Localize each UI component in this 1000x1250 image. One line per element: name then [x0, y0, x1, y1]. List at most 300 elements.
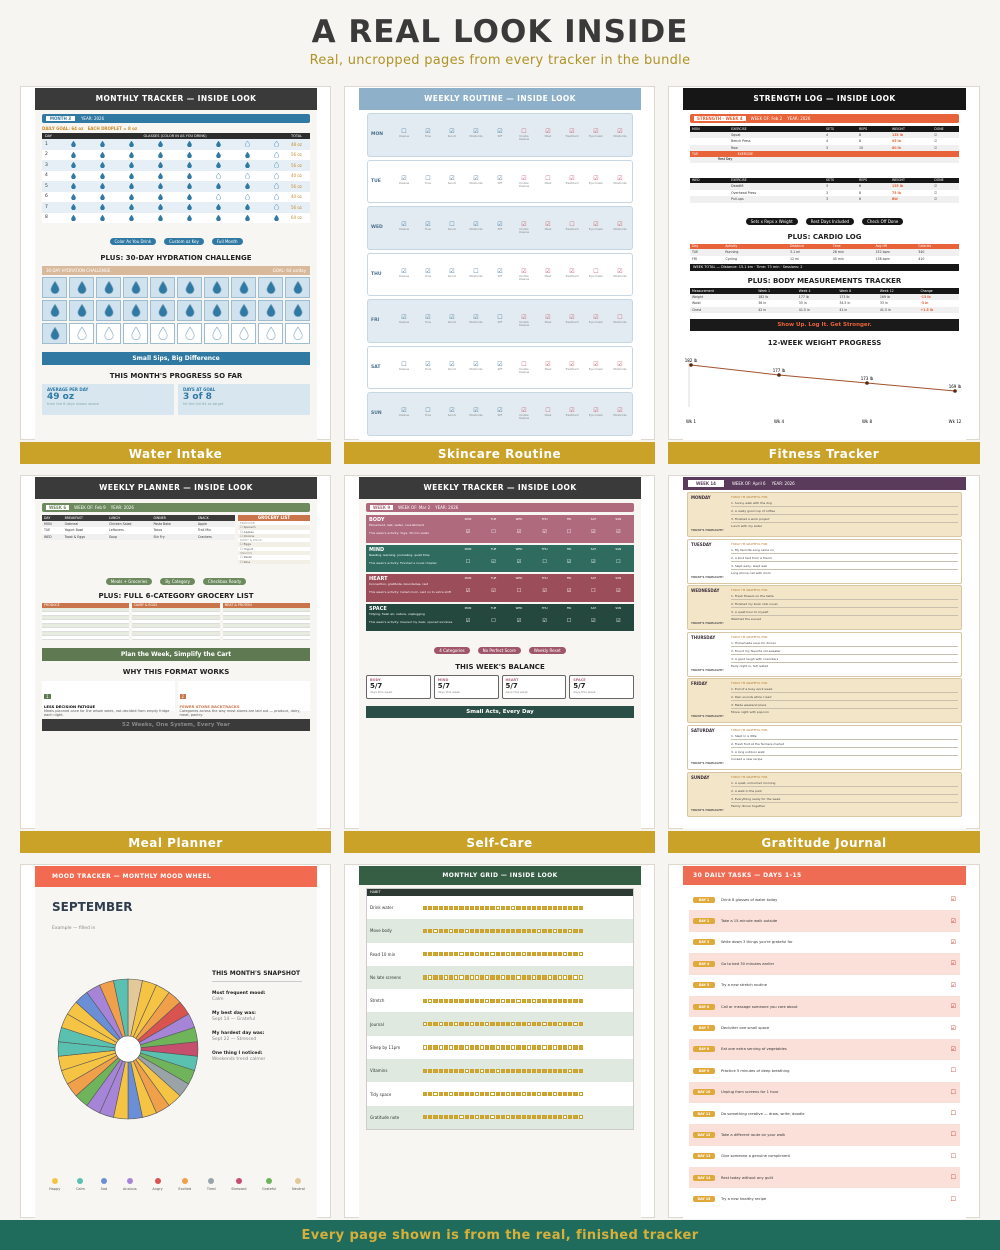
label-water: Water Intake	[20, 442, 331, 464]
gratitude-item: 1. My favorite song came on	[731, 546, 958, 554]
grid-row	[367, 896, 633, 919]
gratitude-item: 3. Made weekend plans	[731, 701, 958, 709]
skincare-step	[538, 268, 558, 281]
check-icon: ☐	[521, 360, 527, 368]
challenge-day	[258, 300, 283, 321]
skincare-step-label: SPF	[497, 274, 503, 278]
water-row-glasses	[59, 194, 291, 200]
week-tick: Wk 8	[861, 419, 873, 424]
card-gratitude	[668, 475, 980, 829]
gratitude-day	[687, 492, 962, 537]
skincare-step-label: Serum	[447, 321, 457, 325]
challenge-day	[123, 323, 148, 344]
table-cell: 6	[859, 184, 862, 189]
table-cell: ☑	[934, 197, 938, 202]
grid-cell	[444, 906, 448, 910]
grid-cell	[511, 975, 515, 979]
grid-cell	[475, 1045, 479, 1049]
page-subtitle: Real, uncropped pages from every tracker in the bundle	[309, 53, 691, 68]
check-icon: ☐	[566, 529, 572, 535]
gratitude-week: WEEK 14	[688, 480, 724, 487]
droplet-icon	[100, 152, 105, 158]
table-head-cell: Time	[832, 244, 841, 249]
selfcare-section	[366, 604, 634, 632]
gratitude-item: 2. A walk in the park	[731, 787, 958, 795]
droplet-icon	[131, 327, 141, 340]
table-row	[690, 256, 959, 263]
gratitude-item: 1. Sunny walk with the dog	[731, 499, 958, 507]
table-head	[690, 178, 959, 184]
grid-cell	[548, 999, 552, 1003]
table-head-cell: REPS	[859, 126, 868, 131]
grocery-category	[42, 603, 129, 640]
grid-cell	[496, 1045, 500, 1049]
table-head-cell: Week 1	[758, 288, 771, 293]
task-day: DAY 7	[693, 1025, 715, 1031]
selfcare-day-label: MON	[464, 576, 472, 580]
droplet-icon	[71, 173, 76, 179]
gratitude-day	[687, 772, 962, 817]
mood-legend-dot	[127, 1178, 133, 1184]
skincare-day	[367, 299, 633, 343]
grid-cell	[511, 952, 515, 956]
meal-page	[35, 477, 317, 829]
grid-cell	[511, 1069, 515, 1073]
table-head-cell: Week 12	[879, 288, 894, 293]
mood-legend-label: Grateful	[262, 1187, 277, 1191]
grid-cell	[428, 1045, 432, 1049]
selfcare-day-label: TUE	[490, 605, 497, 610]
grid-cell	[506, 975, 510, 979]
grid-cell	[506, 929, 510, 933]
check-icon: ☐	[401, 128, 407, 136]
grocery-line	[223, 636, 310, 640]
selfcare-day	[591, 517, 596, 541]
table-cell: 6	[859, 197, 862, 202]
check-icon: ☑	[617, 407, 623, 415]
skincare-step-label: SPF	[497, 228, 503, 232]
grid-cell	[522, 1092, 526, 1096]
grocery-item: ☐ Apples	[238, 530, 310, 534]
table-head-cell: Week 8	[839, 288, 852, 293]
challenge-day	[69, 277, 94, 298]
selfcare-day	[465, 606, 472, 630]
grid-cell	[542, 906, 546, 910]
fitness-week-tag: STRENGTH - WEEK 4	[694, 116, 746, 121]
grid-row	[367, 1059, 633, 1082]
skincare-step	[490, 128, 510, 141]
table-cell: Chicken Salad	[109, 521, 132, 526]
challenge-day	[42, 277, 67, 298]
weight-point	[689, 363, 693, 367]
fitness-year: YEAR: 2026	[787, 116, 811, 121]
grid-habit-name: Move body	[370, 928, 392, 934]
challenge-day	[204, 300, 229, 321]
skincare-step	[418, 407, 438, 420]
grid-cell	[553, 906, 557, 910]
skincare-step-label: Treatment	[565, 135, 579, 139]
grid-habit-name: Gratitude note	[370, 1114, 400, 1120]
table-cell: Tacos	[153, 528, 163, 533]
table-cell: 138 bpm	[875, 256, 890, 261]
table-head-cell: SNACK	[197, 515, 209, 520]
grid-cell	[506, 999, 510, 1003]
water-col-total: TOTAL	[291, 134, 303, 138]
droplet-icon	[274, 194, 279, 200]
droplet-icon	[158, 162, 163, 168]
mood-legend-item	[292, 1178, 305, 1191]
water-row-glasses	[59, 204, 291, 210]
check-icon: ☑	[473, 314, 479, 322]
table-cell: TUE	[44, 528, 51, 533]
skincare-step	[514, 361, 534, 374]
droplet-icon	[245, 183, 250, 189]
water-row-glasses	[59, 141, 291, 147]
gratitude-highlight-label: TODAY'S HIGHLIGHT:	[691, 667, 724, 672]
skincare-steps	[392, 268, 632, 281]
check-icon: ☑	[449, 128, 455, 136]
check-icon: ☑	[950, 1045, 956, 1053]
task-text: Take a different route on your walk	[721, 1132, 786, 1137]
skincare-step	[610, 221, 630, 234]
skincare-step-label: Cleanse	[398, 321, 410, 325]
check-icon: ☐	[425, 174, 431, 182]
skincare-step-label: SPF	[497, 135, 503, 139]
skincare-steps	[392, 361, 632, 374]
grid-cell	[527, 929, 531, 933]
gratitude-day-name: FRIDAY	[691, 681, 708, 687]
grid-cell	[496, 999, 500, 1003]
grid-row	[367, 989, 633, 1012]
meal-table	[42, 515, 235, 564]
challenge-day	[231, 277, 256, 298]
check-icon: ☑	[491, 558, 496, 565]
label-selfcare: Self-Care	[344, 831, 655, 853]
mood-legend-dot	[236, 1178, 242, 1184]
meal-week-of: WEEK OF: Feb 9	[74, 505, 106, 510]
task-day: DAY 1	[693, 897, 715, 903]
check-icon: ☑	[491, 588, 496, 594]
water-row-glasses	[59, 162, 291, 168]
grid-cell	[527, 1045, 531, 1049]
task-row	[689, 1188, 960, 1209]
grid-cell	[506, 1045, 510, 1049]
grid-cell	[568, 929, 572, 933]
table-cell: 8	[859, 139, 862, 144]
mood-legend-item	[49, 1178, 60, 1191]
grid-cell	[490, 906, 494, 910]
droplet-icon	[185, 281, 195, 294]
grid-cell	[449, 1022, 453, 1026]
check-icon: ☑	[542, 529, 547, 535]
droplet-icon	[216, 141, 221, 147]
skincare-step	[466, 221, 486, 234]
grid-cell	[506, 1092, 510, 1096]
check-icon: ☑	[473, 407, 479, 415]
skincare-day	[367, 206, 633, 250]
grid-cell	[563, 1069, 567, 1073]
selfcare-section-days	[455, 547, 631, 571]
selfcare-section-note: This week's activity: Finished a novel chapter	[369, 560, 437, 565]
selfcare-day-label: THU	[541, 517, 548, 521]
weight-point	[865, 381, 869, 385]
skincare-step-label: Treatment	[565, 321, 579, 325]
grid-cell	[490, 1069, 494, 1073]
task-text: Drink 8 glasses of water today	[721, 897, 778, 902]
droplet-icon	[216, 162, 221, 168]
water-row-total: 64 oz	[291, 215, 302, 221]
skincare-step	[466, 314, 486, 327]
check-icon: ☑	[473, 360, 479, 368]
skincare-steps	[392, 314, 632, 327]
mood-legend-item	[207, 1178, 216, 1191]
fitness-tue-row	[690, 151, 959, 157]
grid-cell	[444, 1045, 448, 1049]
skincare-step-label: Eye Cream	[588, 321, 604, 325]
check-icon: ☑	[569, 128, 575, 136]
selfcare-section-title: SPACE	[369, 605, 387, 612]
table-head-cell: SETS	[826, 126, 835, 131]
selfcare-section-title: HEART	[369, 576, 388, 582]
grid-cell	[475, 952, 479, 956]
table-cell: ☑	[934, 139, 938, 144]
grid-cell	[532, 1045, 536, 1049]
skincare-step-label: Double Cleanse	[518, 135, 530, 142]
grid-cell	[501, 1069, 505, 1073]
grid-cell	[516, 906, 520, 910]
grid-cell	[439, 929, 443, 933]
grid-cell	[558, 929, 562, 933]
grid-cell	[532, 1069, 536, 1073]
fitness-chart-title: 12-WEEK WEIGHT PROGRESS	[767, 339, 882, 347]
skincare-step	[610, 361, 630, 374]
grid-cell	[423, 999, 427, 1003]
grid-cell	[568, 1092, 572, 1096]
grid-cell	[433, 999, 437, 1003]
skincare-step	[394, 221, 414, 234]
table-head-cell: WEIGHT	[891, 126, 905, 131]
tasks-header: 30 DAILY TASKS — DAYS 1-15	[683, 866, 966, 885]
mood-snapshot-key: My best day was:	[212, 1011, 256, 1016]
grid-cell	[485, 1115, 489, 1119]
grid-cell	[501, 1045, 505, 1049]
gratitude-item: 3. Everything ready for the week	[731, 795, 958, 803]
grid-cell	[465, 1092, 469, 1096]
droplet-icon	[158, 173, 163, 179]
grid-cell	[501, 999, 505, 1003]
grid-cell	[553, 1069, 557, 1073]
challenge-day	[69, 300, 94, 321]
check-icon: ☐	[950, 1110, 956, 1118]
grid-cell	[516, 952, 520, 956]
grid-cell	[573, 1092, 577, 1096]
grid-cells	[423, 1069, 633, 1073]
droplet-icon	[216, 194, 221, 200]
table-cell: 182 lb	[758, 294, 769, 299]
skincare-step-label: Mask	[544, 181, 552, 185]
water-row-glasses	[59, 183, 291, 189]
skincare-step	[586, 128, 606, 141]
droplet-icon	[266, 304, 276, 317]
grocery-item: SNACKS	[238, 551, 310, 555]
skincare-step	[538, 361, 558, 374]
grid-cell	[496, 1069, 500, 1073]
skincare-steps	[392, 221, 632, 234]
water-row-day: 4	[45, 173, 48, 179]
skincare-step-label: Cleanse	[398, 274, 410, 278]
grid-cell	[480, 929, 484, 933]
meal-banner: Plan the Week, Simplify the Cart	[42, 648, 310, 661]
skincare-step	[442, 221, 462, 234]
table-cell: 3	[826, 197, 829, 202]
grocery-line	[132, 636, 219, 640]
grid-cell	[532, 1022, 536, 1026]
selfcare-section-sub: Movement, rest, water, nourishment	[369, 523, 424, 527]
selfcare-score-note: days this week	[505, 690, 528, 694]
task-day: DAY 2	[693, 918, 715, 924]
table-head-cell: DAY	[44, 515, 51, 520]
fitness-pill: Check Off Done	[862, 218, 903, 225]
selfcare-day-label: SAT	[590, 517, 596, 521]
droplet-icon	[293, 304, 303, 317]
mood-legend-dot	[155, 1178, 161, 1184]
grid-cell	[537, 906, 541, 910]
check-icon: ☑	[425, 221, 431, 229]
grid-cell	[423, 1045, 427, 1049]
water-month-bar	[42, 114, 310, 123]
table-cell: Row	[731, 145, 738, 150]
table-cell: Waist	[692, 301, 701, 306]
gratitude-item: 2. Finished my book club novel	[731, 600, 958, 608]
grid-cell	[444, 1022, 448, 1026]
check-icon: ☑	[593, 360, 599, 368]
grid-cell	[548, 1069, 552, 1073]
task-day: DAY 13	[693, 1153, 715, 1159]
grid-cell	[459, 906, 463, 910]
grocery-item: ☐ Spinach	[238, 525, 310, 529]
page-title: A REAL LOOK INSIDE	[311, 14, 689, 50]
skincare-step-label: Tone	[425, 414, 431, 418]
grid-cell	[558, 1022, 562, 1026]
grid-cell	[439, 975, 443, 979]
grid-cell	[433, 975, 437, 979]
skincare-step	[562, 314, 582, 327]
gratitude-item: 1. A quiet, unhurried morning	[731, 779, 958, 787]
grid-cell	[490, 952, 494, 956]
droplet-icon	[71, 183, 76, 189]
skincare-step-label: SPF	[497, 367, 503, 371]
skincare-step	[490, 268, 510, 281]
grid-cell	[449, 952, 453, 956]
table-cell: Stir Fry	[153, 534, 165, 539]
grid-cell	[553, 929, 557, 933]
week-tick: Wk 12	[948, 419, 962, 424]
gratitude-day	[687, 632, 962, 677]
grid-cell	[428, 1115, 432, 1119]
table-cell: 10	[859, 145, 864, 150]
grid-cell	[475, 906, 479, 910]
droplet-icon	[212, 281, 222, 294]
grid-cell	[548, 1115, 552, 1119]
skincare-step	[562, 221, 582, 234]
label-skincare: Skincare Routine	[344, 442, 655, 464]
meal-why-title: WHY THIS FORMAT WORKS	[122, 667, 230, 676]
grid-cell	[465, 1069, 469, 1073]
mood-wheel-center	[115, 1036, 141, 1062]
water-row	[42, 192, 310, 203]
grid-cell	[527, 906, 531, 910]
grid-cell	[444, 1115, 448, 1119]
grid-cell	[563, 1045, 567, 1049]
grid-cell	[501, 952, 505, 956]
check-icon: ☑	[542, 588, 547, 594]
gratitude-day-left	[691, 495, 731, 534]
skincare-step-label: Cleanse	[398, 228, 410, 232]
challenge-day	[96, 323, 121, 344]
grocery-category	[132, 603, 219, 640]
grid-cell	[511, 1115, 515, 1119]
skincare-step-label: Eye Cream	[588, 274, 604, 278]
check-icon: ☑	[545, 314, 551, 322]
grid-cell	[480, 1069, 484, 1073]
skincare-step-label: Double Cleanse	[518, 367, 530, 374]
challenge-day	[177, 300, 202, 321]
skincare-step-label: Moisturize	[613, 414, 627, 418]
droplet-icon	[71, 152, 76, 158]
droplet-icon	[158, 304, 168, 317]
water-row-total: 48 oz	[291, 141, 302, 147]
check-icon: ☐	[473, 267, 479, 275]
fitness-weight-chart	[683, 347, 966, 427]
skincare-steps	[392, 175, 632, 188]
grid-cell	[444, 975, 448, 979]
mood-snapshot-value: Sept 14 — Grateful	[212, 1017, 256, 1022]
fitness-pill: Sets x Reps x Weight	[746, 218, 798, 225]
skincare-step	[418, 314, 438, 327]
grid-cell	[506, 1022, 510, 1026]
droplet-icon	[158, 141, 163, 147]
table-head	[42, 515, 235, 521]
skincare-step-label: Moisturize	[613, 135, 627, 139]
check-icon: ☑	[425, 128, 431, 136]
selfcare-day	[591, 576, 596, 600]
table-cell: Deadlift	[731, 184, 744, 189]
grid-cell	[454, 1069, 458, 1073]
grid-cell	[439, 1022, 443, 1026]
mood-snapshot-value: Weekends trend calmer	[212, 1057, 266, 1062]
grid-cell	[459, 1045, 463, 1049]
grid-cell	[496, 1022, 500, 1026]
check-icon: ☑	[465, 529, 471, 535]
grid-cell	[454, 1092, 458, 1096]
grid-cell	[428, 999, 432, 1003]
mood-legend-item	[123, 1178, 137, 1191]
selfcare-section	[366, 545, 634, 573]
task-row	[689, 1146, 960, 1167]
grid-cell	[579, 1045, 583, 1049]
task-text: Give someone a genuine compliment	[721, 1154, 791, 1159]
selfcare-score-key: BODY	[370, 678, 381, 682]
droplet-icon	[274, 173, 279, 179]
selfcare-day-label: FRI	[566, 605, 572, 610]
skincare-step	[442, 128, 462, 141]
droplet-icon	[187, 194, 192, 200]
water-row-day: 1	[45, 141, 48, 147]
meal-pill: By Category	[160, 578, 195, 585]
skincare-day-label: THU	[371, 271, 382, 277]
mood-header: MOOD TRACKER — MONTHLY MOOD WHEEL	[35, 866, 317, 887]
grid-cell	[548, 1045, 552, 1049]
